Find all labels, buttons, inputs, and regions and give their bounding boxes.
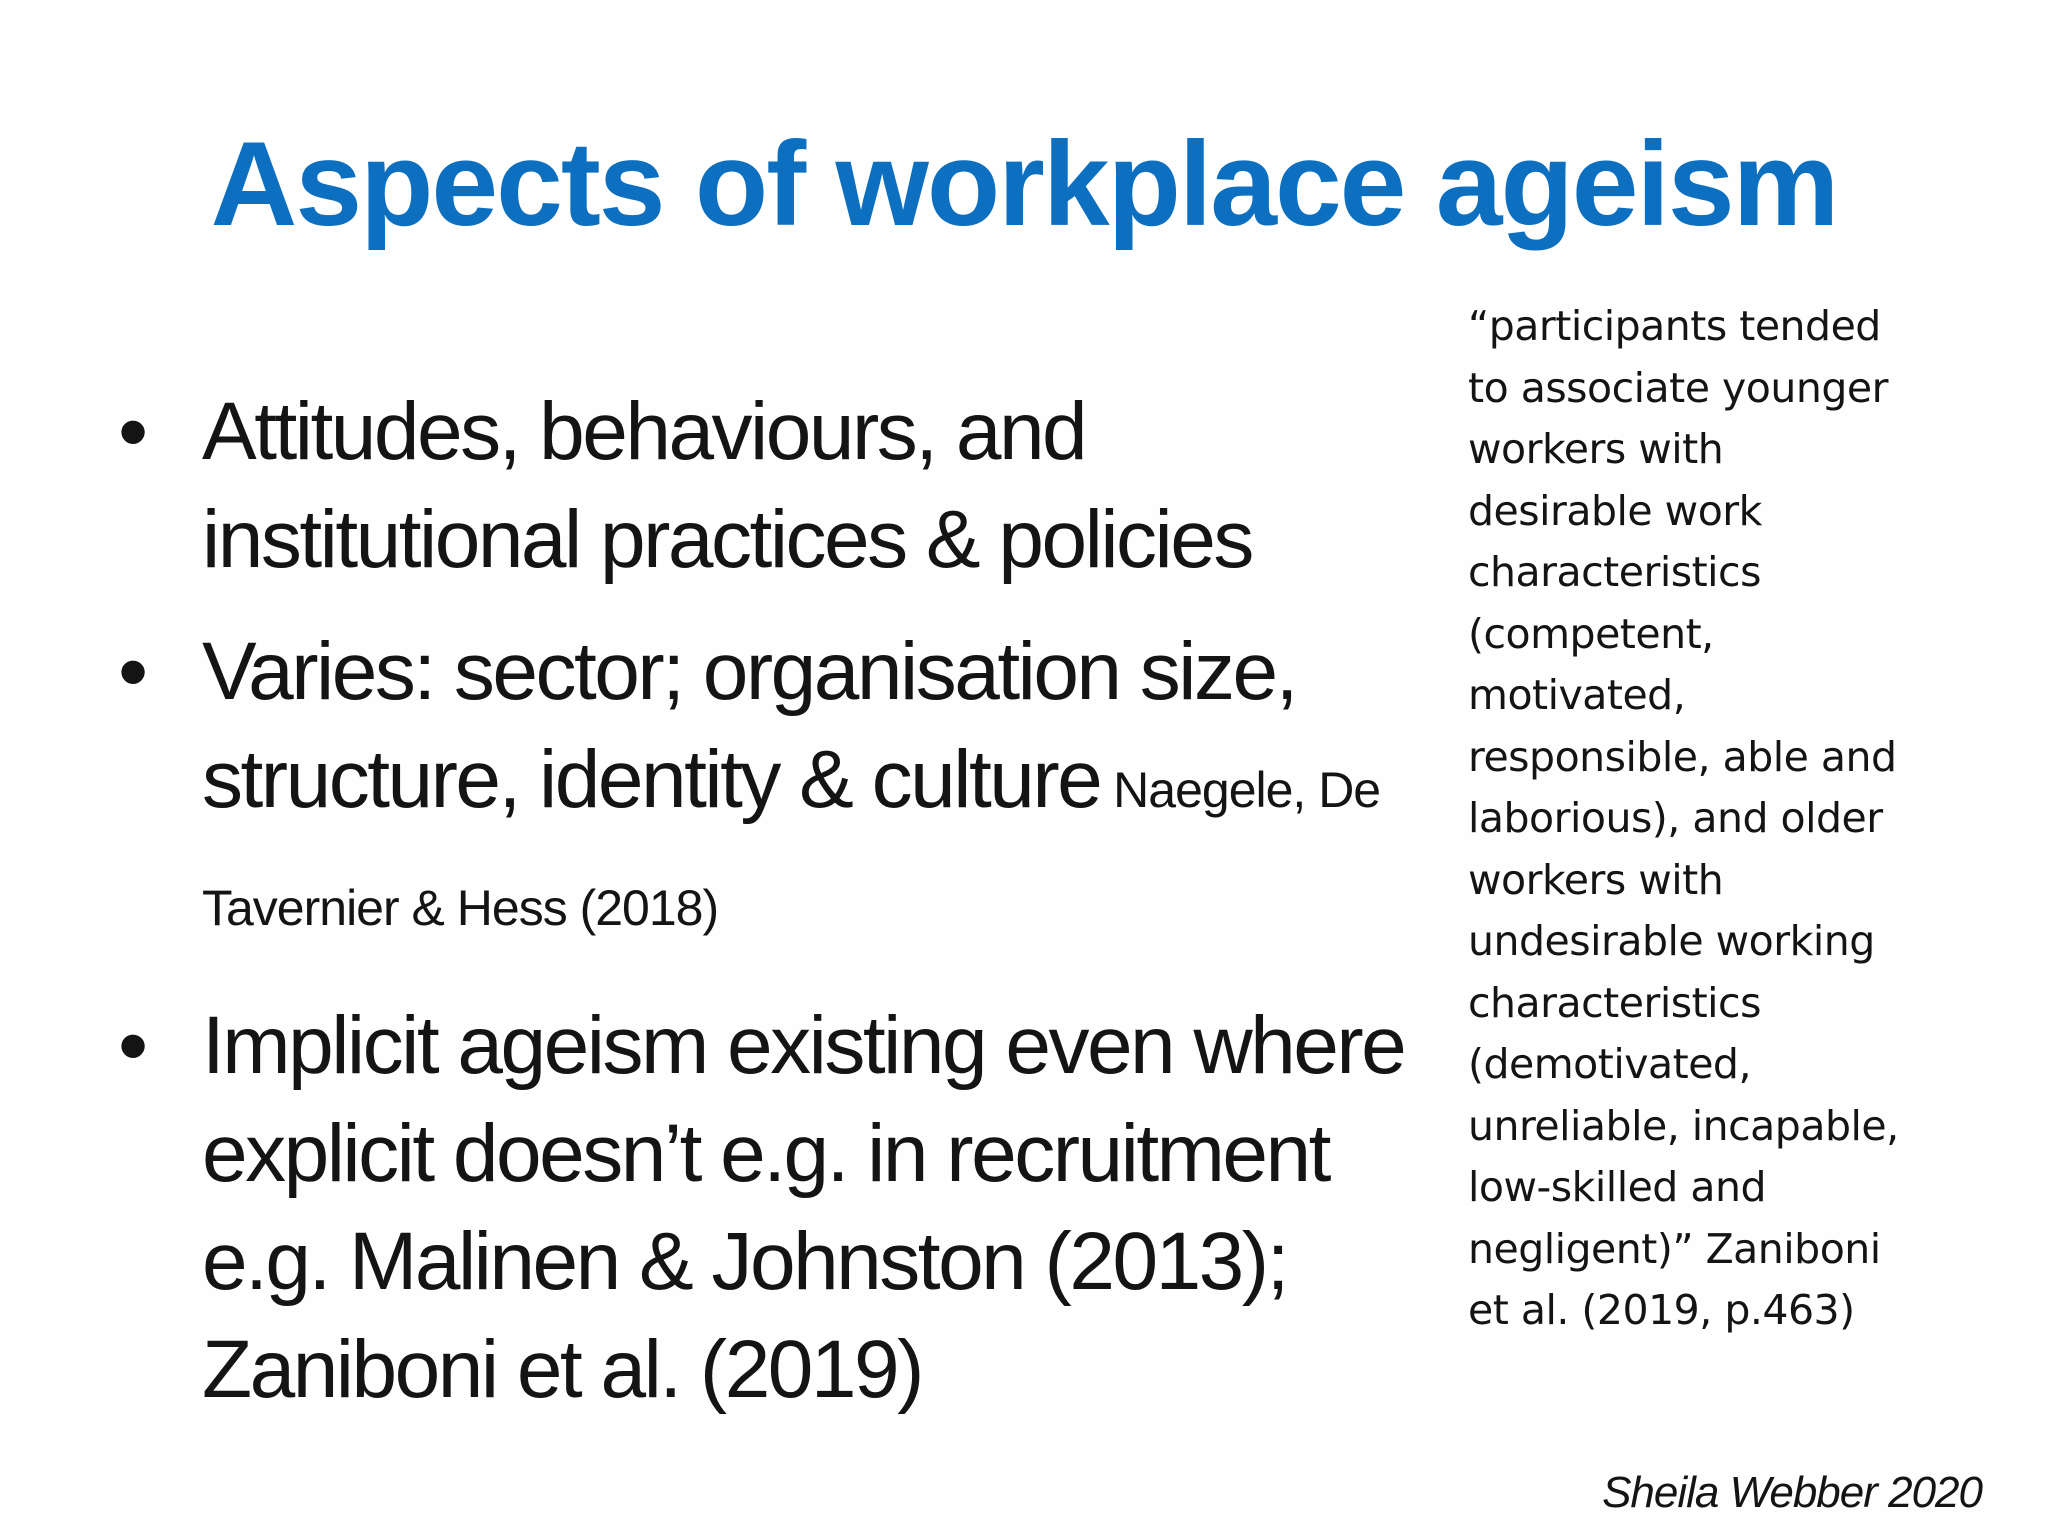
author-credit: Sheila Webber 2020 [1602,1468,1982,1517]
bullet-text [202,618,1418,962]
quote-line: responsible, able and [1468,732,1897,781]
bullet-text [202,378,1418,594]
quote-line: (competent, [1468,609,1714,658]
bullet-line: Zaniboni et al. (2019) [202,1324,922,1415]
bullet-item [118,992,1418,1424]
quote-line: unreliable, incapable, [1468,1101,1899,1150]
quote-line: desirable work [1468,486,1762,535]
bullet-line: structure, identity & culture [202,734,1101,825]
quote-line: “participants tended [1468,302,1881,350]
bullet-list [118,378,1418,1424]
bullet-line: e.g. Malinen & Johnston (2013); [202,1216,1287,1307]
quote-line: undesirable working [1468,917,1875,965]
bullet-item [118,378,1418,594]
quote-line: negligent)” Zaniboni [1468,1224,1881,1273]
bullet-dot-icon: • [118,998,149,1094]
quote-line: characteristics [1468,548,1761,596]
bullet-item [118,618,1418,962]
quote-line: workers with [1468,855,1724,904]
citation-text: Naegele, De Tavernier & Hess (2018) [202,762,1381,936]
quote-line: (demotivated, [1468,1040,1751,1088]
bullet-line: Varies: sector; organisation size, [202,626,1296,717]
bullet-text [202,992,1418,1424]
bullet-dot-icon: • [118,384,149,480]
quote-line: workers with [1468,425,1724,473]
side-quote [1468,296,1938,1342]
quote-line: laborious), and older [1468,794,1883,842]
slide-title: Aspects of workplace ageism [210,117,1838,251]
quote-line: motivated, [1468,671,1686,719]
quote-line: characteristics [1468,978,1761,1027]
bullet-line: Attitudes, behaviours, and [202,386,1086,477]
bullet-dot-icon: • [118,624,149,720]
quote-line: to associate younger [1468,363,1888,412]
bullet-line: explicit doesn’t e.g. in recruitment [202,1108,1329,1199]
bullet-line: Implicit ageism existing even where [202,1000,1405,1091]
quote-line: low-skilled and [1468,1163,1766,1211]
quote-line: et al. (2019, p.463) [1468,1286,1855,1334]
bullet-line: institutional practices & policies [202,494,1252,585]
